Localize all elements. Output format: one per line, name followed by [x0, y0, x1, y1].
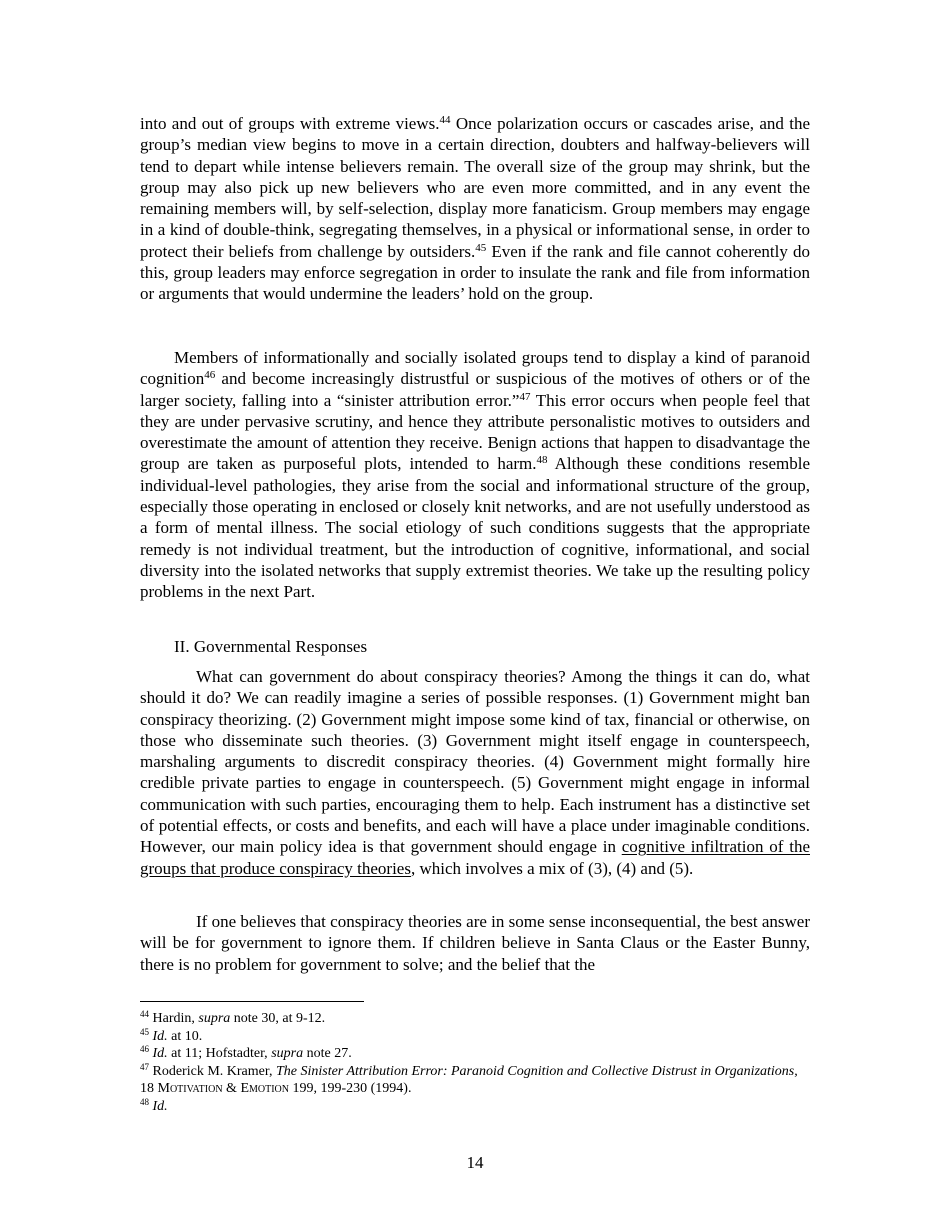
paragraph-text: Even if the rank and file cannot coherently do this, group leaders may enforce segregation in order to insulate the rank and file from information or arguments that would undermine the leaders’ hold on the group.: [140, 241, 810, 304]
paragraph-text: This error occurs when people feel that they are under pervasive scrutiny, and hence they attribute personalistic motives to outsiders and overestimate the amount of attention they receive. Benign actions that happen to disadvantage the group are taken as purposeful plots, intended to harm.: [140, 390, 810, 474]
footnote-number: 45: [140, 1026, 149, 1037]
paragraph-text: Members of informationally and socially isolated groups tend to display a kind of paranoid cognition: [140, 348, 810, 389]
paragraph-1: [140, 113, 810, 305]
footnote-48: [140, 1098, 810, 1116]
footnote-number: 46: [140, 1044, 149, 1055]
footnote-text: Motivation: [157, 1081, 223, 1097]
footnote-number: 47: [140, 1061, 149, 1072]
footnotes: [140, 1010, 810, 1116]
footnote-ref-44[interactable]: 44: [439, 114, 451, 126]
footnote-text: note 30, at 9-12.: [230, 1011, 326, 1026]
footnote-text: &: [222, 1081, 241, 1097]
footnote-text: Roderick M. Kramer,: [149, 1063, 276, 1079]
footnote-text: Id.: [152, 1046, 168, 1062]
footnote-text: 199, 199-230 (1994).: [288, 1081, 412, 1097]
footnote-separator: [140, 1001, 364, 1002]
footnote-ref-45[interactable]: 45: [475, 241, 487, 254]
footnote-ref-47[interactable]: 47: [519, 390, 531, 403]
underlined-policy-idea: cognitive infiltration of the groups that produce conspiracy theories: [140, 837, 810, 878]
paragraph-text: , which involves a mix of (3), (4) and (5).: [410, 858, 694, 878]
page-number: 14: [466, 1153, 484, 1172]
section-heading: II. Governmental Responses: [174, 637, 368, 656]
paragraph-text: What can government do about conspiracy theories? Among the things it can do, what should it do? We can readily imagine a series of possible responses. (1) Government might ban conspiracy theorizing. (2) Government might impose some kind of tax, financial or otherwise, on those who disseminate such theories. (3) Government might itself engage in counterspeech, marshaling arguments to discredit conspiracy theories. (4) Government might formally hire credible private parties to engage in counterspeech. (5) Government might engage in informal communication with such parties, encouraging them to help. Each instrument has a distinctive set of potential effects, or costs and benefits, and each will have a place under imaginable conditions. However, our main policy idea is that government should engage in: [140, 667, 810, 857]
paragraph-text: into and out of groups with extreme views.: [140, 114, 440, 133]
paragraph-text: and become increasingly distrustful or suspicious of the motives of others or of the larger society, falling into a “sinister attribution error.”: [140, 369, 810, 410]
footnote-text: Emotion: [240, 1081, 289, 1097]
footnote-text: The Sinister Attribution Error: Paranoid Cognition and Collective Distrust in Organizations: [275, 1063, 795, 1079]
footnote-number: 44: [140, 1009, 149, 1019]
footnote-number: 48: [140, 1096, 149, 1107]
paragraph-4: [140, 911, 810, 975]
footnote-47: [140, 1063, 810, 1098]
footnote-ref-48[interactable]: 48: [536, 454, 548, 467]
footnote-text: Hardin,: [149, 1011, 199, 1026]
footnote-text: at 11; Hofstadter,: [167, 1046, 272, 1062]
footnote-text: at 10.: [167, 1028, 203, 1044]
paragraph-2: [140, 347, 810, 603]
footnote-text: , 18: [140, 1063, 798, 1097]
paragraph-text: Although these conditions resemble individual-level pathologies, they arise from the social and informational structure of the group, especially those operating in enclosed or closely knit networks, and are not usefully understood as a form of mental illness. The social etiology of such conditions suggests that the appropriate remedy is not individual treatment, but the introduction of cognitive, informational, and social diversity into the isolated networks that supply extremist theories. We take up the resulting policy problems in the next Part.: [140, 454, 810, 602]
paragraph-3: [140, 666, 810, 879]
footnote-ref-46[interactable]: 46: [204, 369, 216, 382]
footnote-46: [140, 1045, 810, 1063]
footnote-text: Id.: [152, 1098, 168, 1114]
footnote-text: note 27.: [303, 1046, 352, 1062]
footnote-44: [140, 1010, 810, 1028]
footnote-text: supra: [198, 1011, 231, 1026]
paragraph-text: Once polarization occurs or cascades arise, and the group’s median view begins to move in a certain direction, doubters and halfway-believers will tend to depart while intense believers remain. The overall size of the group may shrink, but the group may also pick up new believers who are even more committed, and in any event the remaining members will, by self-selection, display more fanaticism. Group members may engage in a kind of double-think, segregating themselves, in a physical or informational sense, in order to protect their beliefs from challenge by outsiders.: [140, 114, 811, 261]
footnote-45: [140, 1028, 810, 1046]
paragraph-text: If one believes that conspiracy theories are in some sense inconsequential, the best answer will be for government to ignore them. If children believe in Santa Claus or the Easter Bunny, there is no problem for government to solve; and the belief that the: [140, 912, 810, 974]
footnote-text: Id.: [152, 1028, 168, 1044]
footnote-text: supra: [271, 1046, 304, 1062]
